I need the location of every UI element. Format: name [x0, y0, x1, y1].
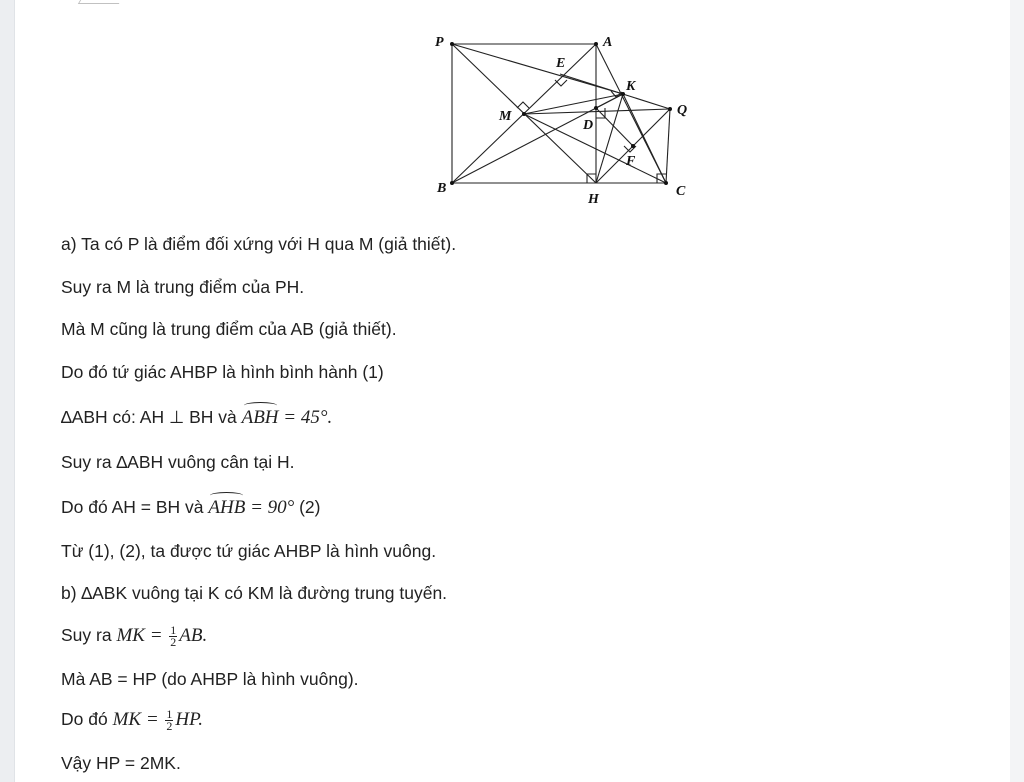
- label-P: P: [435, 35, 444, 50]
- line-7-text: Do đó AH = BH và: [61, 497, 209, 517]
- angle-AHB: AHB: [208, 497, 246, 518]
- label-C: C: [676, 184, 686, 199]
- fraction-numerator: 1: [170, 622, 177, 637]
- label-B: B: [437, 181, 447, 196]
- point-B: [450, 181, 454, 185]
- geometry-diagram: [425, 28, 715, 212]
- cropped-text-fragment: [78, 0, 121, 4]
- segment-QC: [666, 109, 670, 183]
- line-11: Mà AB = HP (do AHBP là hình vuông).: [61, 669, 359, 689]
- line-4: Do đó tứ giác AHBP là hình bình hành (1): [61, 362, 384, 382]
- point-C: [664, 181, 668, 185]
- point-P: [450, 42, 454, 46]
- point-A: [594, 42, 598, 46]
- segment-DF: [596, 108, 633, 146]
- line-10-text: Suy ra: [61, 625, 117, 645]
- line-7-tail: (2): [294, 497, 321, 517]
- line-12-rhs: HP.: [175, 709, 204, 730]
- line-10-rhs: AB.: [179, 625, 208, 646]
- line-10: [61, 624, 207, 648]
- label-Q: Q: [677, 103, 688, 118]
- line-12-text: Do đó: [61, 709, 113, 729]
- line-12-lhs: MK =: [112, 709, 164, 730]
- line-13: Vậy HP = 2MK.: [61, 753, 181, 773]
- line-3: Mà M cũng là trung điểm của AB (giả thiết).: [61, 319, 397, 339]
- label-F: F: [626, 154, 636, 169]
- segment-KC: [623, 94, 666, 183]
- label-M: M: [499, 109, 512, 124]
- line-7: [61, 496, 320, 519]
- right-angle-E: [555, 80, 567, 86]
- solution-card: [15, 0, 1010, 782]
- label-D: D: [583, 118, 594, 133]
- label-K: K: [626, 79, 636, 94]
- fraction-denominator: 2: [166, 718, 173, 733]
- line-10-lhs: MK =: [116, 625, 168, 646]
- fraction-one-half: [165, 706, 173, 733]
- geometry-figure: [425, 28, 715, 212]
- line-2: Suy ra M là trung điểm của PH.: [61, 277, 305, 297]
- line-8: Từ (1), (2), ta được tứ giác AHBP là hình vuông.: [61, 541, 437, 561]
- segment-MC: [524, 114, 666, 183]
- left-rail: [0, 0, 15, 782]
- label-H: H: [588, 192, 599, 207]
- line-5-text: ∆ABH có: AH ⊥ BH và: [61, 407, 242, 427]
- line-5-equation: = 45°.: [278, 407, 333, 428]
- line-6: Suy ra ∆ABH vuông cân tại H.: [61, 452, 295, 472]
- line-7-equation: = 90°: [245, 497, 295, 518]
- fraction-numerator: 1: [166, 706, 173, 721]
- line-1: a) Ta có P là điểm đối xứng với H qua M (giả thiết).: [61, 234, 457, 254]
- point-D: [594, 106, 598, 110]
- fraction-one-half: [169, 622, 177, 649]
- line-9: b) ∆ABK vuông tại K có KM là đường trung tuyến.: [61, 583, 448, 603]
- label-E: E: [556, 56, 566, 71]
- line-12: [61, 708, 203, 732]
- angle-ABH: ABH: [241, 407, 279, 428]
- point-F: [631, 144, 635, 148]
- right-angle-M: [517, 102, 529, 108]
- line-5: [61, 406, 332, 429]
- label-A: A: [603, 35, 613, 50]
- point-K: [621, 92, 625, 96]
- point-M: [522, 112, 526, 116]
- fraction-denominator: 2: [170, 634, 177, 649]
- point-Q: [668, 107, 672, 111]
